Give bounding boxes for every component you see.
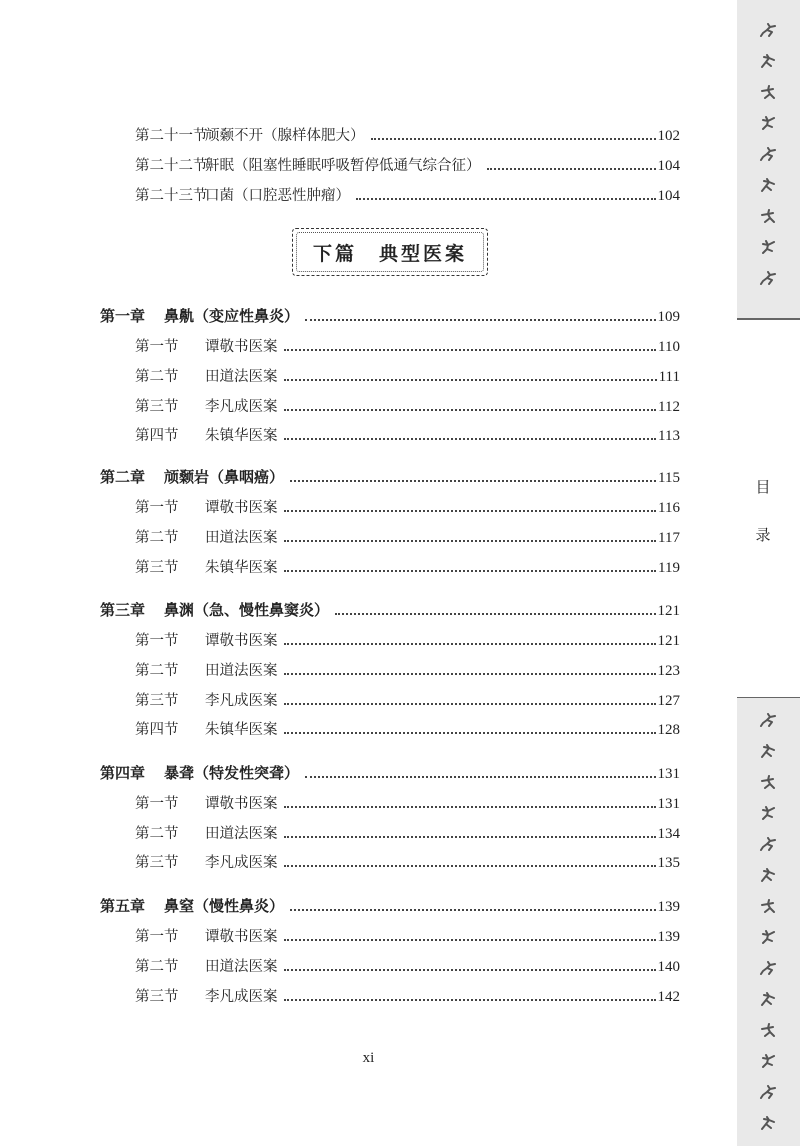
martial-figure-icon — [758, 1084, 778, 1098]
section-title: 谭敬书医案 — [205, 633, 278, 649]
toc-chapter-row[interactable] — [100, 466, 680, 488]
martial-figure-icon — [758, 991, 778, 1005]
martial-figure-icon — [758, 774, 778, 788]
dot-leader — [487, 167, 656, 170]
margin-strip-bottom — [737, 698, 800, 1146]
toc-section-row[interactable] — [135, 955, 680, 977]
toc-section-row[interactable] — [135, 792, 680, 814]
section-title: 李凡成医案 — [205, 693, 278, 709]
toc-section-row[interactable] — [135, 629, 680, 651]
section-number: 第二十二节 — [135, 158, 208, 174]
section-number: 第三节 — [135, 560, 179, 576]
martial-figure-icon — [758, 270, 778, 284]
dot-leader — [284, 998, 656, 1001]
dot-leader — [284, 731, 656, 734]
section-title: 田道法医案 — [205, 369, 278, 385]
section-number: 第二节 — [135, 530, 179, 546]
martial-figure-icon — [758, 867, 778, 881]
page-number: 117 — [658, 530, 680, 546]
section-title: 谭敬书医案 — [205, 500, 278, 516]
section-title: 田道法医案 — [205, 530, 278, 546]
dot-leader — [305, 775, 655, 778]
toc-section-row[interactable] — [135, 154, 680, 176]
dot-leader — [284, 835, 656, 838]
toc-section-row[interactable] — [135, 718, 680, 740]
page-number: 119 — [658, 560, 680, 576]
page-number: 116 — [658, 500, 680, 516]
toc-section-row[interactable] — [135, 925, 680, 947]
section-title: 李凡成医案 — [205, 399, 278, 415]
toc-chapter-row[interactable] — [100, 895, 680, 917]
chapter-title: 鼻窒（慢性鼻炎） — [164, 897, 285, 915]
page-number: 112 — [658, 399, 680, 415]
page-number: 121 — [657, 633, 680, 649]
toc-section-row[interactable] — [135, 365, 680, 387]
dot-leader — [356, 197, 656, 200]
section-title: 朱镇华医案 — [205, 428, 278, 444]
martial-figure-icon — [758, 115, 778, 129]
martial-figure-icon — [758, 22, 778, 36]
chapter-title: 鼻渊（急、慢性鼻窦炎） — [164, 601, 330, 619]
section-number: 第三节 — [135, 693, 179, 709]
chapter-title: 暴聋（特发性突聋） — [164, 764, 300, 782]
martial-figure-icon — [758, 1022, 778, 1036]
section-number: 第二十三节 — [135, 188, 208, 204]
dot-leader — [284, 378, 657, 381]
section-number: 第三节 — [135, 989, 179, 1005]
page-number: 110 — [658, 339, 680, 355]
martial-figure-icon — [758, 929, 778, 943]
toc-section-row[interactable] — [135, 526, 680, 548]
toc-section-row[interactable] — [135, 659, 680, 681]
section-title: 口菌（口腔恶性肿瘤） — [205, 188, 350, 204]
page-number: 139 — [657, 899, 680, 915]
toc-chapter-row[interactable] — [100, 599, 680, 621]
page-number: 104 — [657, 158, 680, 174]
chapter-title: 颃颡岩（鼻咽癌） — [164, 468, 285, 486]
section-number: 第二十一节 — [135, 128, 208, 144]
chapter-number: 第四章 — [100, 764, 146, 782]
martial-figure-icon — [758, 898, 778, 912]
section-number: 第二节 — [135, 369, 179, 385]
toc-section-row[interactable] — [135, 124, 680, 146]
dot-leader — [284, 642, 656, 645]
page-number: 131 — [657, 796, 680, 812]
section-number: 第四节 — [135, 722, 179, 738]
dot-leader — [284, 672, 656, 675]
margin-divider — [737, 318, 800, 320]
toc-section-row[interactable] — [135, 496, 680, 518]
section-number: 第一节 — [135, 633, 179, 649]
section-title: 田道法医案 — [205, 826, 278, 842]
page-folio: xi — [362, 1050, 375, 1066]
page-number: 127 — [657, 693, 680, 709]
toc-section-row[interactable] — [135, 822, 680, 844]
martial-figure-icon — [758, 1053, 778, 1067]
martial-figure-icon — [758, 836, 778, 850]
section-title: 朱镇华医案 — [205, 722, 278, 738]
page-number: 123 — [657, 663, 680, 679]
martial-figure-icon — [758, 712, 778, 726]
chapter-number: 第二章 — [100, 468, 146, 486]
dot-leader — [284, 437, 657, 440]
toc-section-row[interactable] — [135, 184, 680, 206]
toc-section-row[interactable] — [135, 395, 680, 417]
section-title: 朱镇华医案 — [205, 560, 278, 576]
page-number: 104 — [657, 188, 680, 204]
page-number: 140 — [657, 959, 680, 975]
martial-figure-icon — [758, 805, 778, 819]
section-number: 第三节 — [135, 399, 179, 415]
dot-leader — [284, 539, 657, 542]
chapter-number: 第一章 — [100, 307, 146, 325]
section-number: 第一节 — [135, 339, 179, 355]
section-title: 李凡成医案 — [205, 989, 278, 1005]
section-number: 第一节 — [135, 796, 179, 812]
dot-leader — [284, 569, 657, 572]
toc-section-row[interactable] — [135, 985, 680, 1007]
section-number: 第二节 — [135, 959, 179, 975]
section-title: 谭敬书医案 — [205, 339, 278, 355]
dot-leader — [284, 805, 656, 808]
toc-section-row[interactable] — [135, 424, 680, 446]
side-label-char: 目 — [755, 478, 771, 496]
page-number: 142 — [657, 989, 680, 1005]
section-number: 第一节 — [135, 500, 179, 516]
page-number: 128 — [657, 722, 680, 738]
toc-section-row[interactable] — [135, 556, 680, 578]
toc-chapter-row[interactable] — [100, 762, 680, 784]
section-number: 第二节 — [135, 663, 179, 679]
page-number: 102 — [657, 128, 680, 144]
section-title: 鼾眠（阻塞性睡眠呼吸暂停低通气综合征） — [205, 158, 481, 174]
page-number: 109 — [657, 309, 680, 325]
martial-figure-icon — [758, 146, 778, 160]
section-title: 谭敬书医案 — [205, 796, 278, 812]
section-number: 第四节 — [135, 428, 179, 444]
dot-leader — [305, 318, 655, 321]
dot-leader — [284, 408, 657, 411]
toc-section-row[interactable] — [135, 689, 680, 711]
page-number: 131 — [657, 766, 680, 782]
martial-figure-icon — [758, 208, 778, 222]
martial-figure-icon — [758, 177, 778, 191]
section-title: 李凡成医案 — [205, 855, 278, 871]
page-number: 135 — [657, 855, 680, 871]
side-label-char: 录 — [755, 526, 771, 544]
page-number: 115 — [658, 470, 680, 486]
dot-leader — [284, 702, 656, 705]
page-number: 139 — [657, 929, 680, 945]
chapter-number: 第五章 — [100, 897, 146, 915]
section-number: 第三节 — [135, 855, 179, 871]
martial-figure-icon — [758, 239, 778, 253]
page-number: 121 — [657, 603, 680, 619]
section-number: 第二节 — [135, 826, 179, 842]
toc-section-row[interactable] — [135, 851, 680, 873]
martial-figure-icon — [758, 743, 778, 757]
dot-leader — [371, 137, 656, 140]
toc-chapter-row[interactable] — [100, 305, 680, 327]
section-title: 颃颡不开（腺样体肥大） — [205, 128, 365, 144]
part-heading: 下篇 典型医案 — [312, 243, 467, 265]
martial-figure-icon — [758, 53, 778, 67]
page-number: 134 — [657, 826, 680, 842]
martial-figure-icon — [758, 1115, 778, 1129]
section-title: 谭敬书医案 — [205, 929, 278, 945]
part-heading-box — [292, 228, 488, 276]
dot-leader — [284, 938, 656, 941]
toc-section-row[interactable] — [135, 335, 680, 357]
chapter-number: 第三章 — [100, 601, 146, 619]
dot-leader — [284, 864, 656, 867]
page-number: 113 — [658, 428, 680, 444]
section-title: 田道法医案 — [205, 663, 278, 679]
dot-leader — [290, 908, 655, 911]
dot-leader — [284, 968, 656, 971]
chapter-title: 鼻鼽（变应性鼻炎） — [164, 307, 300, 325]
dot-leader — [335, 612, 655, 615]
page-number: 111 — [658, 369, 680, 385]
dot-leader — [284, 348, 657, 351]
dot-leader — [290, 479, 656, 482]
dot-leader — [284, 509, 657, 512]
martial-figure-icon — [758, 960, 778, 974]
section-number: 第一节 — [135, 929, 179, 945]
martial-figure-icon — [758, 84, 778, 98]
section-title: 田道法医案 — [205, 959, 278, 975]
